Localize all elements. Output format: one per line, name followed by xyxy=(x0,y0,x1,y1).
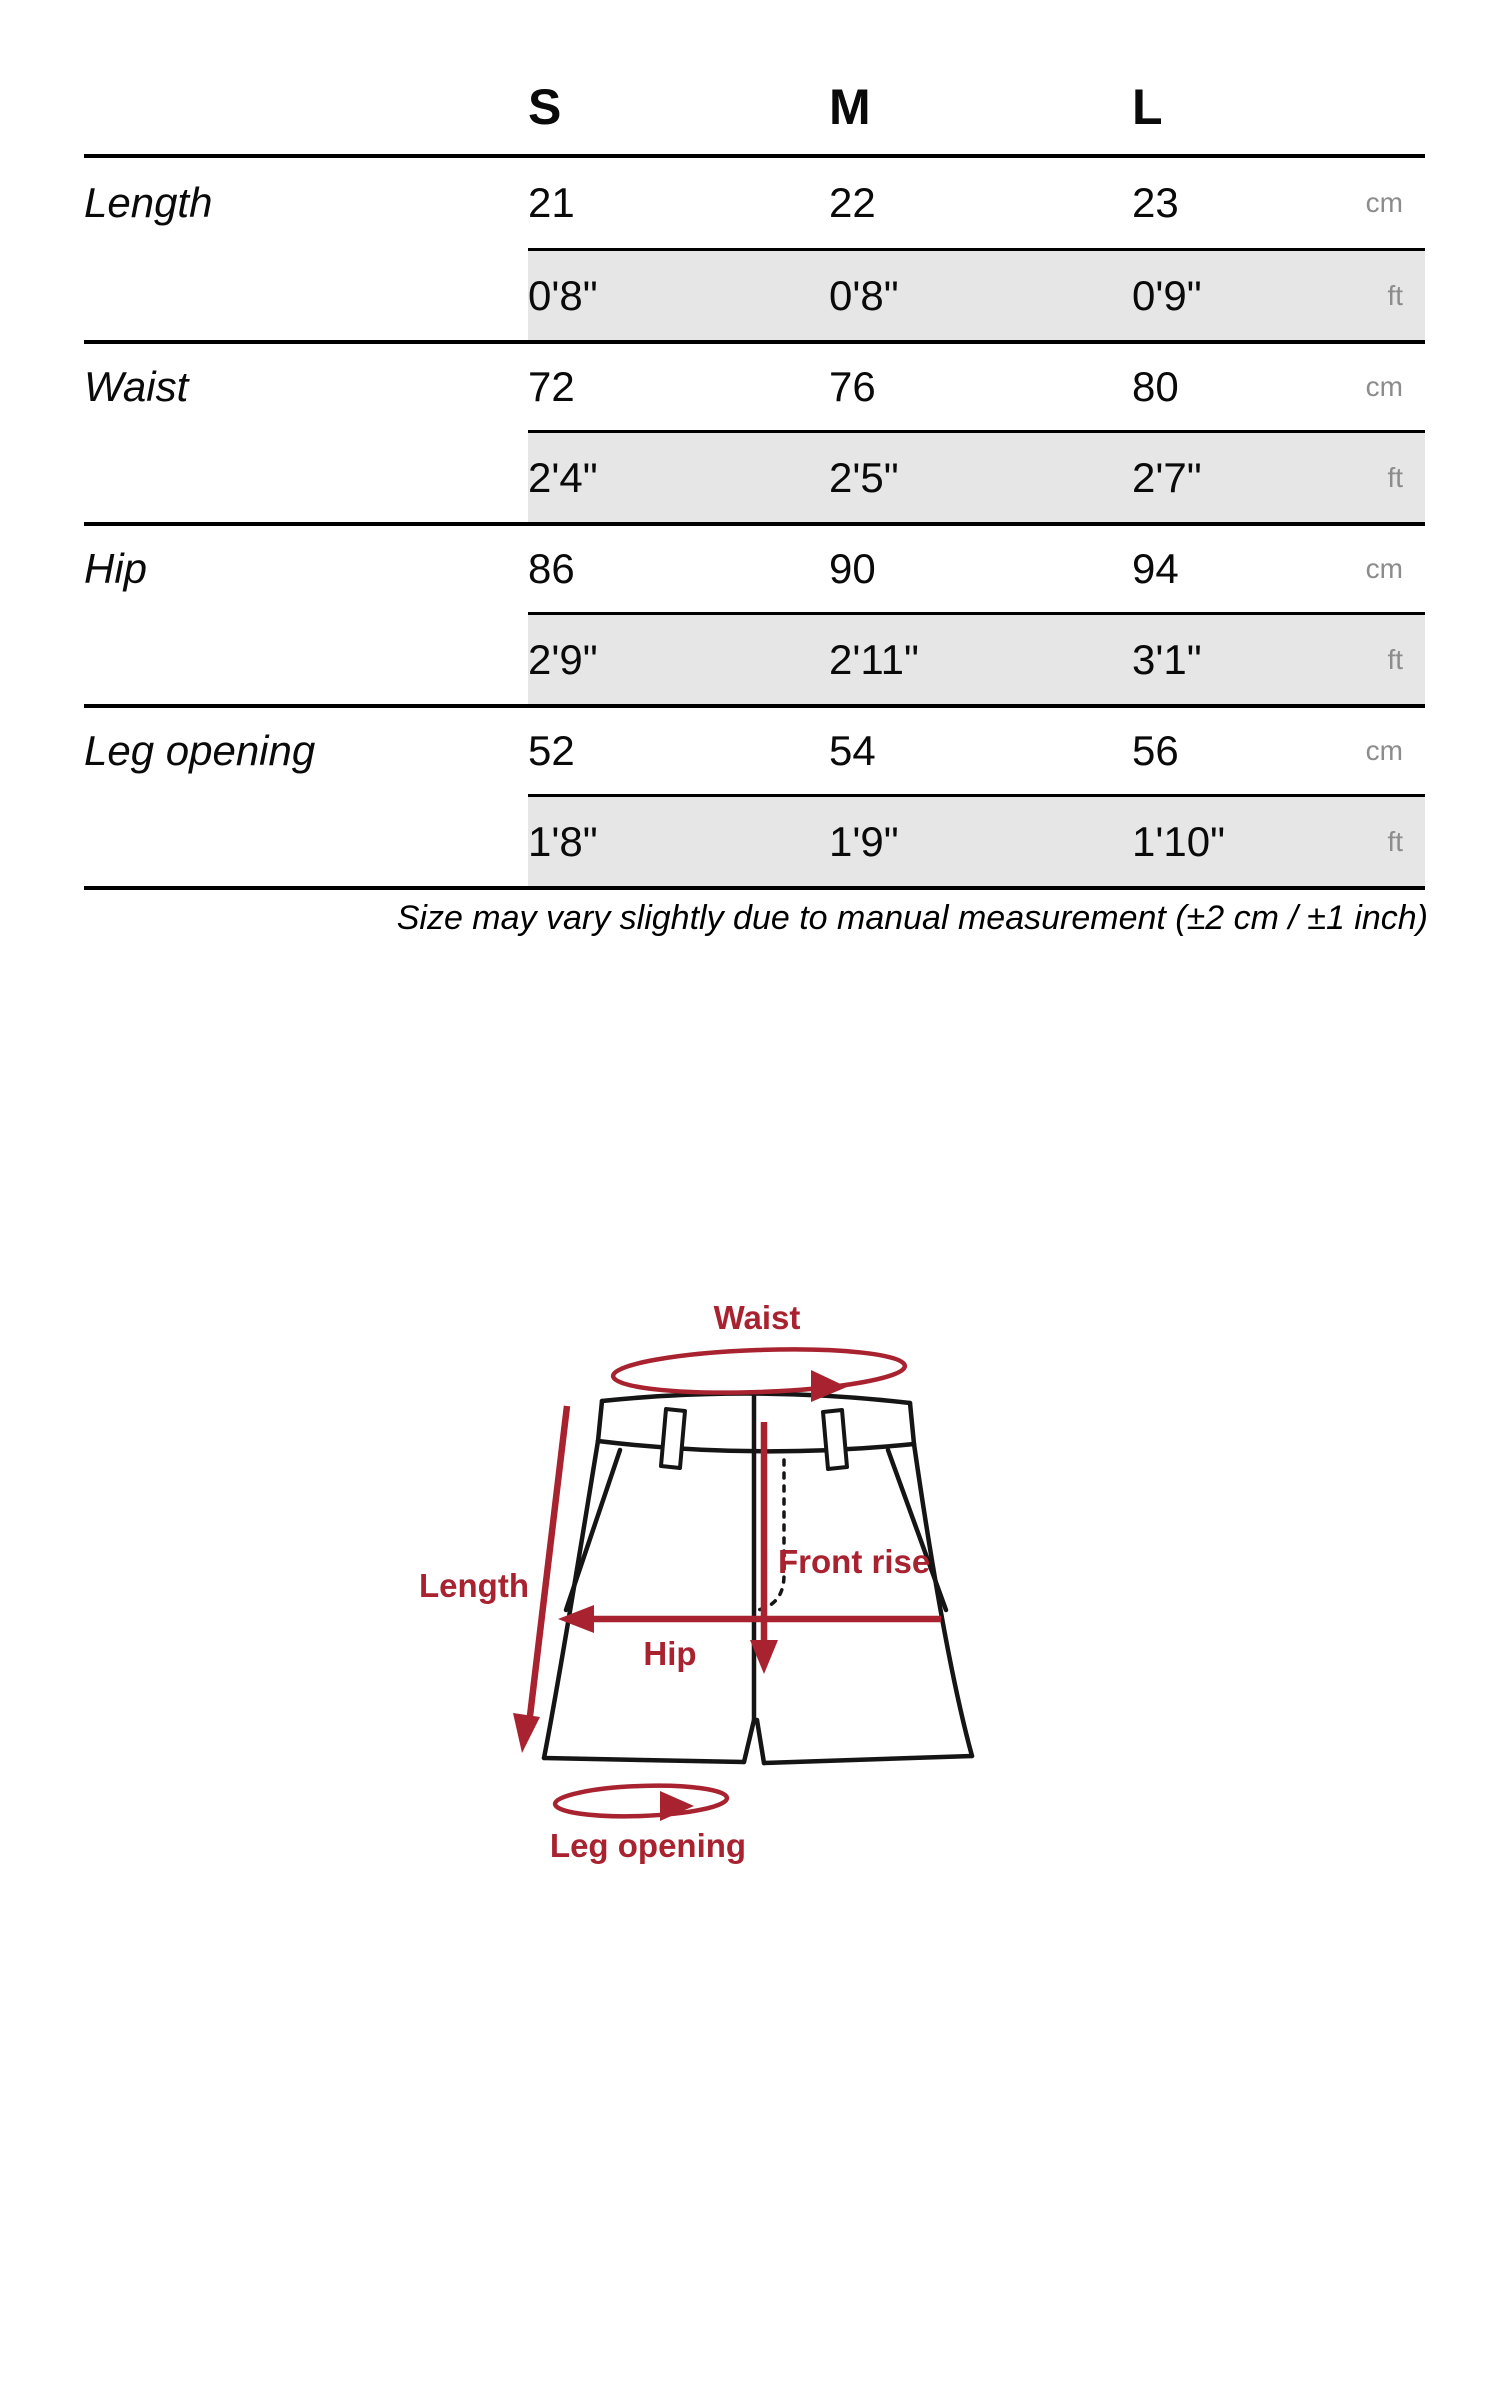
size-table-header-row xyxy=(84,60,1425,158)
length-annotation xyxy=(419,1406,567,1753)
size-value-cell: 0'8" xyxy=(829,248,1132,340)
size-column-header-m: M xyxy=(829,79,871,135)
size-value-cell: 2'9" xyxy=(528,612,829,704)
size-value-cell: 1'8" xyxy=(528,794,829,886)
empty-cell xyxy=(84,430,528,522)
table-row-waist-cm xyxy=(84,340,1425,430)
measurement-note: Size may vary slightly due to manual measurement (±2 cm / ±1 inch) xyxy=(396,899,1428,937)
table-row-waist-ft xyxy=(84,430,1425,522)
size-value-cell: 2'4" xyxy=(528,430,829,522)
belt-loop-left xyxy=(661,1409,685,1468)
waist-annotation xyxy=(612,1299,905,1402)
length-arrowhead-icon xyxy=(513,1713,540,1753)
size-table xyxy=(84,60,1425,890)
measurement-row-label: Leg opening xyxy=(84,727,316,774)
size-column-header-s: S xyxy=(528,79,562,135)
size-value-cell: 23 xyxy=(1132,179,1179,226)
hip-label: Hip xyxy=(643,1635,697,1672)
size-value-cell: 2'7" xyxy=(1132,430,1300,522)
hip-arrowhead-icon xyxy=(558,1605,594,1633)
empty-cell xyxy=(84,248,528,340)
hip-annotation xyxy=(558,1605,941,1672)
size-value-cell: 56 xyxy=(1132,727,1179,774)
unit-label-ft: ft xyxy=(1300,612,1425,704)
table-row-length-cm xyxy=(84,158,1425,248)
size-value-cell: 1'10" xyxy=(1132,794,1300,886)
size-column-header-l: L xyxy=(1132,79,1163,135)
measurement-row-label: Length xyxy=(84,179,213,226)
unit-label-ft: ft xyxy=(1300,794,1425,886)
size-value-cell: 0'8" xyxy=(528,248,829,340)
leg-opening-annotation xyxy=(550,1783,746,1864)
unit-label-cm: cm xyxy=(1365,553,1403,584)
table-row-hip-ft xyxy=(84,612,1425,704)
unit-label-ft: ft xyxy=(1300,248,1425,340)
size-value-cell: 54 xyxy=(829,727,876,774)
unit-label-cm: cm xyxy=(1365,187,1403,218)
measurement-row-label: Hip xyxy=(84,545,148,592)
size-value-cell: 2'5" xyxy=(829,430,1132,522)
belt-loop-right xyxy=(823,1410,847,1469)
size-value-cell: 1'9" xyxy=(829,794,1132,886)
waist-arrow-icon xyxy=(612,1345,905,1397)
size-value-cell: 21 xyxy=(528,179,575,226)
empty-header-cell xyxy=(84,60,528,154)
empty-cell xyxy=(84,794,528,886)
unit-label-ft: ft xyxy=(1300,430,1425,522)
size-value-cell: 72 xyxy=(528,363,575,410)
table-row-length-ft xyxy=(84,248,1425,340)
leg-opening-arrowhead-icon xyxy=(660,1791,694,1821)
size-value-cell: 86 xyxy=(528,545,575,592)
size-value-cell: 76 xyxy=(829,363,876,410)
length-label: Length xyxy=(419,1567,529,1604)
size-value-cell: 94 xyxy=(1132,545,1179,592)
waist-label: Waist xyxy=(713,1299,801,1336)
size-value-cell: 2'11" xyxy=(829,612,1132,704)
table-row-hip-cm xyxy=(84,522,1425,612)
unit-label-cm: cm xyxy=(1365,371,1403,402)
unit-label-cm: cm xyxy=(1365,735,1403,766)
table-row-leg-opening-cm xyxy=(84,704,1425,794)
size-value-cell: 0'9" xyxy=(1132,248,1300,340)
front-rise-label: Front rise xyxy=(778,1543,931,1580)
table-row-leg-opening-ft xyxy=(84,794,1425,886)
size-value-cell: 90 xyxy=(829,545,876,592)
size-value-cell: 80 xyxy=(1132,363,1179,410)
shorts-measurement-diagram xyxy=(380,1270,1000,1890)
measurement-row-label: Waist xyxy=(84,363,189,410)
size-value-cell: 22 xyxy=(829,179,876,226)
size-value-cell: 52 xyxy=(528,727,575,774)
empty-header-cell xyxy=(1300,60,1425,154)
leg-opening-arrow-icon xyxy=(555,1783,728,1819)
empty-cell xyxy=(84,612,528,704)
size-value-cell: 3'1" xyxy=(1132,612,1300,704)
leg-opening-label: Leg opening xyxy=(549,1827,747,1864)
